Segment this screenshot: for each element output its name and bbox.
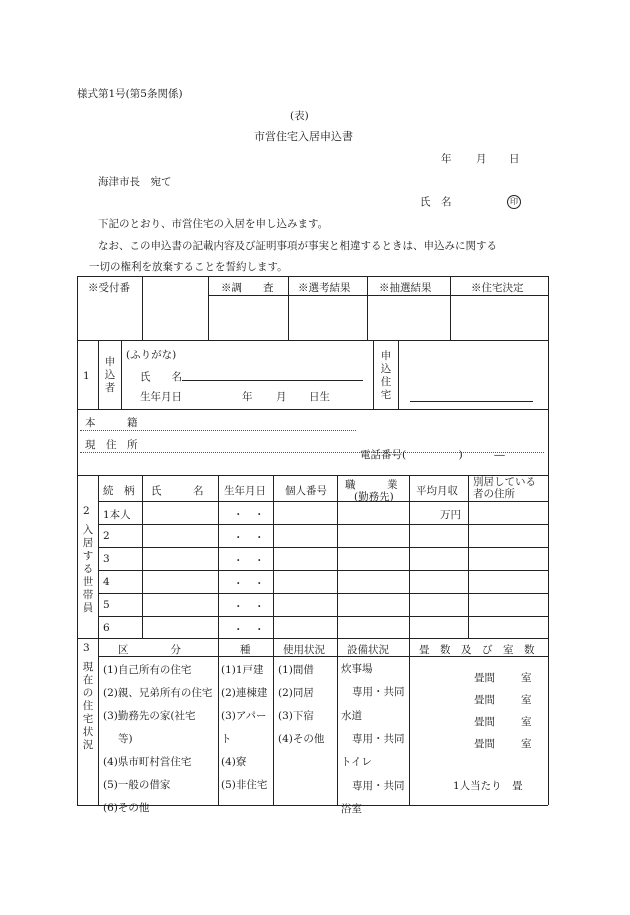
applicant-vertical-label: 申込者	[104, 356, 116, 394]
section-3-number: 3	[83, 642, 90, 654]
header-jousu: 畳 数 及 び 室 数	[419, 644, 535, 656]
genjusho-label: 現 住 所	[85, 439, 138, 451]
room-count-unit: 室	[521, 672, 532, 684]
room-tatami-label: 畳間	[474, 672, 495, 684]
kettei-header: ※住宅決定	[471, 282, 524, 294]
kubun-option: (2)親、兄弟所有の住宅	[103, 687, 213, 699]
header-bekkyo: 別居している者の住所	[473, 476, 536, 500]
setsubi-item: 専用・共同	[352, 779, 405, 792]
kubun-option: (1)自己所有の住宅	[103, 664, 192, 676]
setsubi-item: 水道	[341, 709, 362, 722]
header-kinmusaki: (勤務先)	[354, 491, 394, 503]
birth-day: 日生	[309, 391, 330, 403]
setsubi-item: 浴室	[341, 802, 362, 815]
shu-option: (1)1戸建	[221, 664, 264, 676]
current-housing-vertical-label: 現在の住宅状況	[82, 661, 94, 751]
household-row-zokugara: 3	[103, 553, 110, 565]
household-row-zokugara: 4	[103, 576, 110, 588]
household-row-birth-dots: ・ ・	[233, 601, 265, 613]
chusen-header: ※抽選結果	[379, 282, 432, 294]
header-income: 平均月収	[416, 485, 458, 497]
seal-mark: 印	[507, 195, 521, 209]
household-row-birth-dots: ・ ・	[233, 509, 265, 521]
shu-option: (5)非住宅	[221, 779, 268, 791]
paragraph-1: 下記のとおり、市営住宅の入居を申し込みます。	[98, 218, 329, 230]
kubun-option: (5)一般の借家	[103, 779, 171, 791]
header-birthdate: 生年月日	[224, 485, 266, 497]
room-tatami-label: 畳間	[474, 738, 495, 750]
date-year: 年	[441, 153, 452, 165]
shu-option: ト	[221, 733, 232, 745]
room-count-unit: 室	[521, 716, 532, 728]
household-row-zokugara: 1本人	[103, 509, 131, 521]
household-row-zokugara: 5	[103, 599, 110, 611]
shiyou-option: (3)下宿	[278, 710, 314, 722]
omote-label: (表)	[290, 110, 309, 122]
header-shiyou: 使用状況	[283, 644, 325, 656]
birth-month: 月	[276, 391, 287, 403]
section-2-number: 2	[83, 505, 90, 517]
furigana-label: (ふりがな)	[126, 349, 177, 361]
setsubi-item: トイレ	[341, 756, 372, 769]
addressee: 海津市長 宛て	[98, 176, 172, 188]
date-day: 日	[509, 153, 520, 165]
senkou-header: ※選考結果	[298, 282, 351, 294]
household-row-birth-dots: ・ ・	[233, 555, 265, 567]
room-tatami-label: 畳間	[474, 716, 495, 728]
shiyou-option: (4)その他	[278, 733, 325, 745]
header-shimei: 氏 名	[151, 485, 204, 497]
room-count-unit: 室	[521, 738, 532, 750]
kubun-option: (3)勤務先の家(社宅	[103, 710, 196, 722]
housing-vertical-label: 申込住宅	[380, 350, 392, 401]
form-title: 市営住宅入居申込書	[254, 130, 353, 143]
shiyou-option: (2)同居	[278, 687, 314, 699]
setsubi-item: 炊事場	[341, 663, 373, 675]
setsubi-item: 専用・共同	[352, 686, 405, 699]
applicant-name-field-label: 氏 名	[140, 371, 182, 383]
household-row-birth-dots: ・ ・	[233, 578, 265, 590]
header-shu: 種	[240, 644, 251, 656]
phone-label: 電話番号( ) ―	[360, 449, 505, 461]
birth-year: 年	[242, 391, 253, 403]
chousa-header: ※調 査	[221, 282, 274, 294]
header-kojin-bangou: 個人番号	[285, 485, 327, 497]
honseki-label: 本 籍	[85, 417, 138, 429]
shiyou-option: (1)間借	[278, 664, 314, 676]
uketsuke-header: ※受付番	[88, 282, 130, 294]
shu-option: (3)アパー	[221, 710, 267, 722]
room-count-unit: 室	[521, 694, 532, 706]
household-row-zokugara: 2	[103, 530, 110, 542]
shu-option: (2)連棟建	[221, 687, 268, 699]
birthdate-label: 生年月日	[140, 391, 182, 403]
kubun-option: 等)	[118, 733, 133, 745]
household-row-zokugara: 6	[103, 622, 110, 634]
kubun-option: (4)県市町村営住宅	[103, 756, 192, 768]
paragraph-2: なお、この申込書の記載内容及び証明事項が事実と相違するときは、申込みに関する	[98, 240, 497, 252]
form-number: 様式第1号(第5条関係)	[77, 88, 183, 100]
shu-option: (4)寮	[221, 756, 247, 768]
header-shokugyo: 職 業	[345, 479, 398, 491]
household-row-birth-dots: ・ ・	[233, 624, 265, 636]
header-setsubi: 設備状況	[347, 644, 389, 656]
household-row-birth-dots: ・ ・	[233, 532, 265, 544]
applicant-name-label: 氏 名	[420, 196, 452, 208]
date-month: 月	[476, 153, 487, 165]
header-kubun: 区 分	[118, 644, 181, 656]
per-person-tatami: 1人当たり 畳	[453, 780, 523, 792]
paragraph-3: 一切の権利を放棄することを誓約します。	[89, 261, 288, 273]
kubun-option: (6)その他	[103, 802, 150, 814]
household-row-income: 万円	[440, 509, 461, 521]
household-vertical-label: 入居する世帯員	[82, 524, 94, 614]
room-tatami-label: 畳間	[474, 694, 495, 706]
section-1-number: 1	[83, 370, 90, 382]
header-zokugara: 続 柄	[103, 485, 135, 497]
setsubi-item: 専用・共同	[352, 732, 405, 745]
